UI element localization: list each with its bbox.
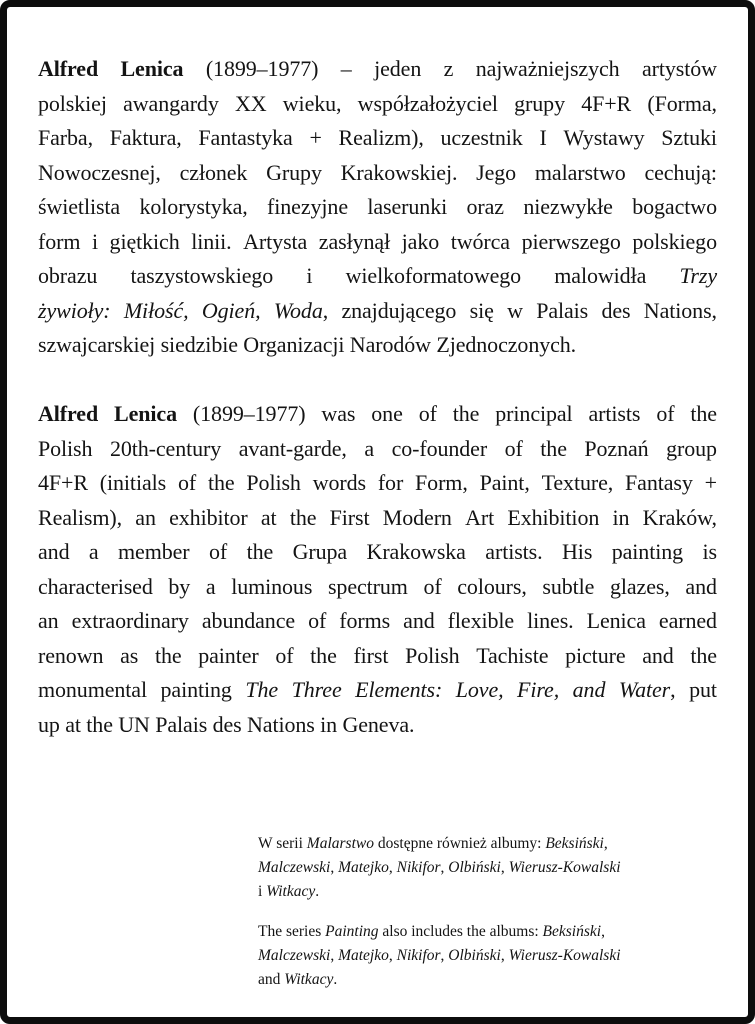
text-line: an extraordinary abundance of forms and flexible lines. Lenica earned	[38, 608, 717, 633]
series-notes-block	[258, 832, 717, 992]
text-line: form i giętkich linii. Artysta zasłynął jako twórca pierwszego polskiego	[38, 228, 717, 254]
text-line: Malczewski, Matejko, Nikifor, Olbiński, Wierusz-Kowalski	[258, 859, 621, 876]
text-line: i Witkacy.	[258, 883, 320, 900]
text-line: świetlista kolorystyka, finezyjne laserunki oraz niezwykłe bogactwo	[38, 194, 717, 219]
text-line: Malczewski, Matejko, Nikifor, Olbiński, Wierusz-Kowalski	[258, 947, 621, 964]
text-line: and a member of the Grupa Krakowska artists. His painting is	[38, 539, 717, 564]
text-line: W serii Malarstwo dostępne również albumy: Beksiński,	[258, 835, 608, 852]
text-line: Alfred Lenica (1899–1977) – jeden z najważniejszych artystów	[38, 56, 717, 81]
text-line: Polish 20th-century avant-garde, a co-founder of the Poznań group	[38, 435, 717, 461]
text-line: up at the UN Palais des Nations in Geneva.	[38, 711, 415, 737]
polish-bio-paragraph	[38, 52, 717, 363]
text-line: monumental painting The Three Elements: Love, Fire, and Water, put	[38, 677, 717, 702]
text-line: Alfred Lenica (1899–1977) was one of the principal artists of the	[38, 401, 717, 426]
text-line: żywioły: Miłość, Ogień, Woda, znajdującego się w Palais des Nations,	[38, 297, 717, 323]
text-line: Realism), an exhibitor at the First Modern Art Exhibition in Kraków,	[38, 504, 717, 530]
text-line: The series Painting also includes the albums: Beksiński,	[258, 923, 605, 940]
text-line: Farba, Faktura, Fantastyka + Realizm), uczestnik I Wystawy Sztuki	[38, 125, 717, 150]
english-bio-paragraph	[38, 397, 717, 742]
text-line: characterised by a luminous spectrum of colours, subtle glazes, and	[38, 573, 717, 599]
series-note-polish	[258, 832, 717, 904]
page-content	[7, 7, 748, 1017]
series-note-english	[258, 920, 717, 992]
text-line: 4F+R (initials of the Polish words for Form, Paint, Texture, Fantasy +	[38, 470, 717, 495]
text-line: Nowoczesnej, członek Grupy Krakowskiej. Jego malarstwo cechują:	[38, 159, 717, 185]
text-line: polskiej awangardy XX wieku, współzałożyciel grupy 4F+R (Forma,	[38, 90, 717, 116]
text-line: szwajcarskiej siedzibie Organizacji Narodów Zjednoczonych.	[38, 332, 577, 357]
text-line: renown as the painter of the first Polish Tachiste picture and the	[38, 642, 717, 668]
text-line: and Witkacy.	[258, 971, 338, 988]
text-line: obrazu taszystowskiego i wielkoformatowego malowidła Trzy	[38, 263, 717, 288]
